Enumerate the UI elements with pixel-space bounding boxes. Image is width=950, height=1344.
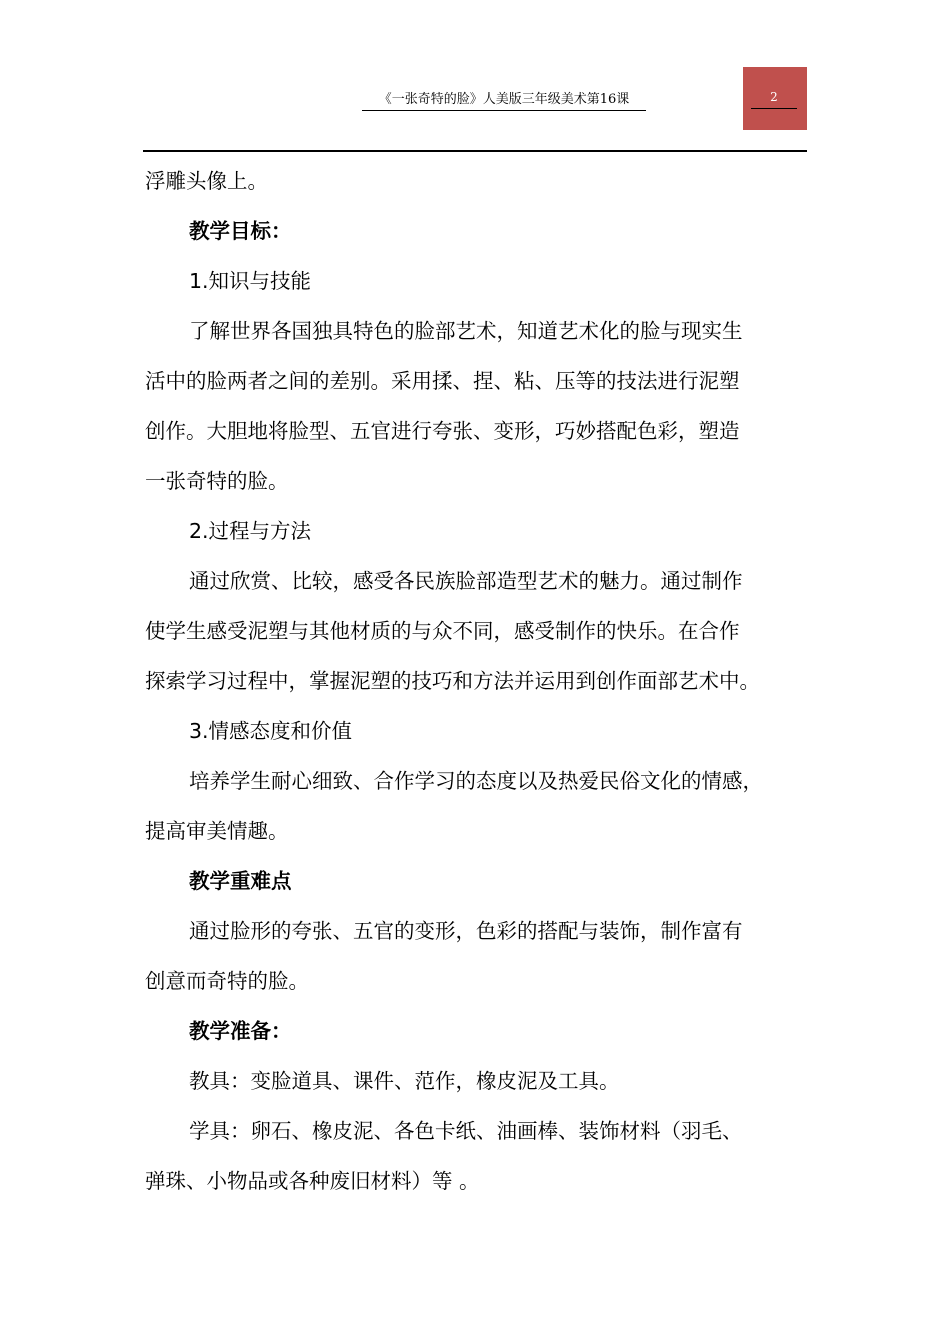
paragraph-line: 一张奇特的脸。 [145,469,289,493]
page-number: 2 [751,89,797,109]
paragraph-line: 创作。大胆地将脸型、五官进行夸张、变形，巧妙搭配色彩，塑造 [145,419,740,443]
paragraph-line: 培养学生耐心细致、合作学习的态度以及热爱民俗文化的情感， [189,769,763,793]
paragraph-student-tools [145,1106,809,1206]
paragraph-process-method [145,556,809,706]
paragraph-line: 创意而奇特的脸。 [145,969,309,993]
subheading-process-method: 2.过程与方法 [189,519,312,543]
paragraph-line: 通过脸形的夸张、五官的变形，色彩的搭配与装饰，制作富有 [189,919,743,943]
section-heading-preparation: 教学准备： [189,1019,292,1043]
paragraph-line: 使学生感受泥塑与其他材质的与众不同，感受制作的快乐。在合作 [145,619,740,643]
paragraph-teacher-tools: 教具：变脸道具、课件、范作，橡皮泥及工具。 [189,1069,620,1093]
continued-paragraph: 浮雕头像上。 [145,169,268,193]
paragraph-knowledge-skills [145,306,809,506]
paragraph-line: 通过欣赏、比较，感受各民族脸部造型艺术的魅力。通过制作 [189,569,743,593]
paragraph-line: 了解世界各国独具特色的脸部艺术，知道艺术化的脸与现实生 [189,319,743,343]
paragraph-line: 探索学习过程中，掌握泥塑的技巧和方法并运用到创作面部艺术中。 [145,669,760,693]
header-divider [143,150,807,152]
subheading-knowledge-skills: 1.知识与技能 [189,269,312,293]
document-header-title: 《一张奇特的脸》人美版三年级美术第16课 [362,91,646,111]
page-number-badge [743,67,807,130]
paragraph-emotion-values [145,756,809,856]
section-heading-goals: 教学目标： [189,219,292,243]
section-heading-key-points: 教学重难点 [189,869,292,893]
subheading-emotion-values: 3.情感态度和价值 [189,719,353,743]
paragraph-line: 学具：卵石、橡皮泥、各色卡纸、油画棒、装饰材料（羽毛、 [189,1119,743,1143]
paragraph-line: 提高审美情趣。 [145,819,289,843]
paragraph-line: 弹珠、小物品或各种废旧材料）等 。 [145,1169,480,1193]
paragraph-key-points [145,906,809,1006]
document-body [145,156,809,1206]
paragraph-line: 活中的脸两者之间的差别。采用揉、捏、粘、压等的技法进行泥塑 [145,369,740,393]
